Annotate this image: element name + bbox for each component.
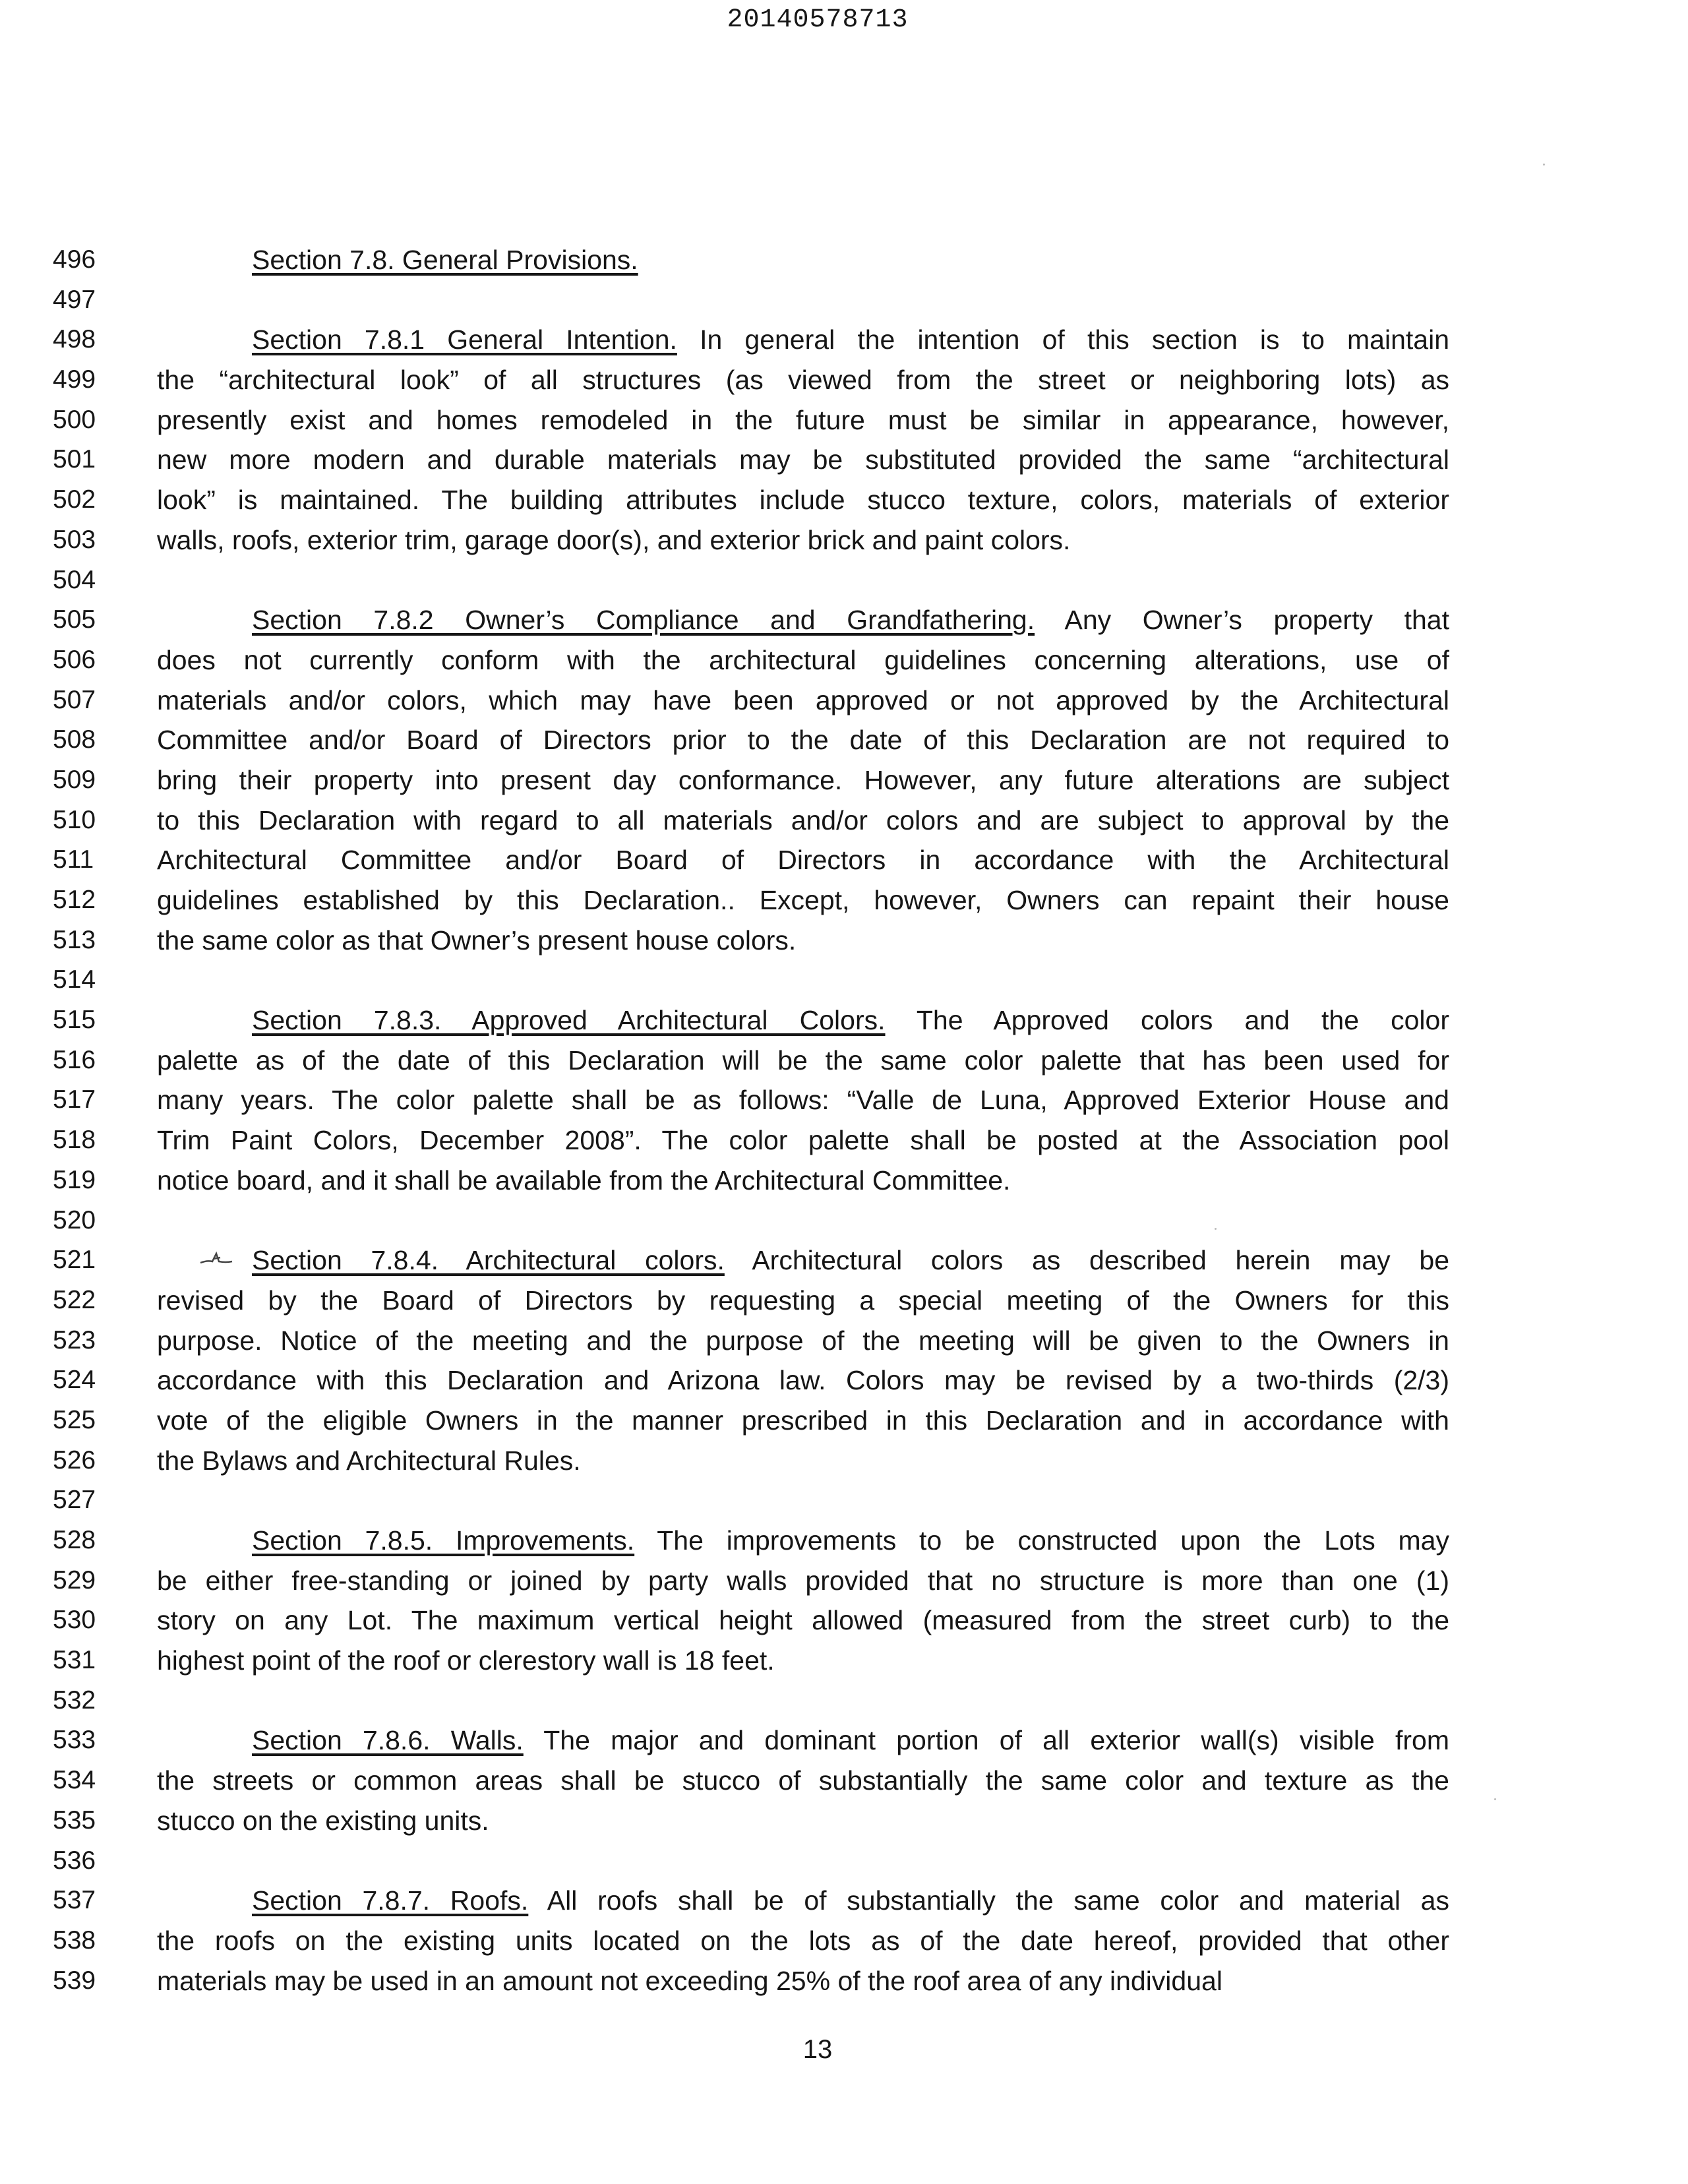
line-body: stucco on the existing units.	[157, 1805, 489, 1836]
line-text	[158, 1881, 1449, 1920]
document-line	[0, 1761, 1688, 1801]
document-line	[0, 1441, 1688, 1481]
line-number: 506	[53, 645, 96, 674]
line-number: 515	[53, 1006, 96, 1035]
line-body: look” is maintained. The building attributes include stucco texture, colors, materials of exterior	[157, 485, 1449, 516]
line-number: 518	[53, 1126, 96, 1155]
line-body: walls, roofs, exterior trim, garage door(s), and exterior brick and paint colors.	[157, 524, 1071, 555]
line-text	[158, 1240, 1449, 1280]
line-text	[157, 1281, 1449, 1320]
line-body: new more modern and durable materials may be substituted provided the same “architectural	[157, 444, 1449, 475]
document-line	[0, 1961, 1688, 2001]
line-body: many years. The color palette shall be as follows: “Valle de Luna, Approved Exterior House and	[157, 1085, 1449, 1116]
line-number: 512	[53, 886, 96, 914]
line-number: 507	[53, 685, 96, 714]
line-number: 504	[53, 565, 96, 594]
line-number: 528	[53, 1526, 96, 1554]
document-line	[0, 1561, 1688, 1601]
section-heading: Section 7.8.7. Roofs.	[252, 1885, 529, 1916]
line-number: 537	[53, 1886, 96, 1915]
line-text	[157, 1080, 1449, 1120]
document-line	[0, 840, 1688, 880]
document-line	[0, 880, 1688, 921]
line-number: 509	[53, 765, 96, 794]
line-text	[157, 1961, 1222, 2001]
line-text	[158, 320, 1449, 359]
line-number: 511	[53, 845, 94, 874]
line-body: the “architectural look” of all structures (as viewed from the street or neighboring lots) as	[157, 365, 1449, 396]
line-body: purpose. Notice of the meeting and the purpose of the meeting will be given to the Owners in	[157, 1325, 1449, 1356]
document-line	[0, 681, 1688, 721]
line-text	[157, 1041, 1449, 1080]
line-number: 508	[53, 725, 96, 754]
line-text	[158, 1720, 1449, 1760]
line-text	[157, 801, 1449, 840]
line-text	[157, 760, 1449, 800]
line-body: Committee and/or Board of Directors prior to the date of this Declaration are not required to	[157, 725, 1449, 756]
line-number: 535	[53, 1805, 96, 1835]
document-line	[0, 1641, 1688, 1681]
line-body: materials and/or colors, which may have been approved or not approved by the Architectural	[157, 684, 1449, 715]
line-body: highest point of the roof or clerestory wall is 18 feet.	[157, 1645, 775, 1676]
document-line	[0, 1600, 1688, 1641]
document-line	[0, 1360, 1688, 1401]
document-number: 20140578713	[727, 5, 909, 35]
section-heading: Section 7.8.1 General Intention.	[252, 324, 677, 355]
line-number: 519	[53, 1165, 96, 1194]
line-number: 517	[53, 1085, 96, 1114]
line-text	[157, 1801, 489, 1840]
line-number: 514	[53, 965, 96, 994]
scan-speck	[1494, 1798, 1496, 1800]
line-number: 510	[53, 805, 96, 834]
line-body: materials may be used in an amount not exceeding 25% of the roof area of any individual	[157, 1965, 1222, 1996]
line-number: 499	[53, 365, 96, 394]
line-number: 525	[53, 1405, 96, 1434]
line-text	[157, 681, 1449, 720]
line-number: 524	[53, 1366, 96, 1395]
line-number: 522	[53, 1285, 96, 1314]
line-text	[157, 1761, 1449, 1800]
line-body: vote of the eligible Owners in the manner prescribed in this Declaration and in accordance with	[157, 1405, 1449, 1436]
line-number: 520	[53, 1205, 96, 1234]
document-body	[0, 240, 1688, 2001]
document-line	[0, 1321, 1688, 1361]
line-body: The improvements to be constructed upon the Lots may	[634, 1525, 1449, 1556]
line-text	[157, 1161, 1010, 1200]
line-body: In general the intention of this section is to maintain	[677, 324, 1449, 355]
document-line	[0, 640, 1688, 681]
line-number: 536	[53, 1846, 96, 1875]
line-number: 539	[53, 1966, 96, 1995]
line-body: the streets or common areas shall be stucco of substantially the same color and texture as the	[157, 1765, 1449, 1796]
line-text	[157, 1360, 1449, 1400]
document-line	[0, 1401, 1688, 1441]
section-heading: Section 7.8.2 Owner’s Compliance and Grandfathering.	[252, 605, 1035, 636]
line-number: 533	[53, 1726, 96, 1755]
section-heading: Section 7.8.6. Walls.	[252, 1725, 524, 1756]
line-body: the Bylaws and Architectural Rules.	[157, 1445, 581, 1476]
line-text	[157, 1561, 1449, 1600]
line-body: All roofs shall be of substantially the same color and material as	[528, 1885, 1449, 1916]
line-body: The Approved colors and the color	[885, 1005, 1449, 1036]
line-text	[157, 840, 1449, 880]
scan-speck	[1215, 1228, 1217, 1230]
line-number: 523	[53, 1325, 96, 1354]
line-text	[157, 520, 1070, 560]
line-body: does not currently conform with the architectural guidelines concerning alterations, use of	[157, 644, 1449, 675]
line-body: story on any Lot. The maximum vertical height allowed (measured from the street curb) to the	[157, 1605, 1449, 1636]
document-line	[0, 921, 1688, 961]
document-line	[0, 400, 1688, 440]
document-line	[0, 1521, 1688, 1561]
document-line	[0, 960, 1688, 1000]
document-line	[0, 480, 1688, 520]
document-line	[0, 1801, 1688, 1841]
document-line	[0, 1201, 1688, 1241]
line-body: bring their property into present day conformance. However, any future alterations are subject	[157, 764, 1449, 795]
document-line	[0, 801, 1688, 841]
line-text	[157, 440, 1449, 479]
document-line	[0, 520, 1688, 561]
document-line	[0, 1161, 1688, 1201]
line-text	[158, 1521, 1449, 1560]
line-body: Architectural colors as described herein may be	[724, 1245, 1449, 1276]
line-number: 498	[53, 325, 96, 354]
line-body: revised by the Board of Directors by requesting a special meeting of the Owners for this	[157, 1285, 1449, 1316]
line-number: 501	[53, 445, 96, 474]
document-line	[0, 1000, 1688, 1041]
scan-speck	[1543, 164, 1545, 166]
line-body: palette as of the date of this Declaration will be the same color palette that has been used for	[157, 1045, 1449, 1076]
document-line	[0, 1080, 1688, 1120]
line-number: 503	[53, 525, 96, 554]
line-body: Any Owner’s property that	[1035, 605, 1449, 636]
document-line	[0, 720, 1688, 760]
document-line	[0, 1720, 1688, 1761]
line-number: 500	[53, 405, 96, 434]
section-heading: Section 7.8.5. Improvements.	[252, 1525, 635, 1556]
line-text	[158, 240, 638, 280]
line-text	[157, 1321, 1449, 1360]
line-text	[158, 1000, 1449, 1040]
line-text	[157, 1401, 1449, 1440]
line-number: 513	[53, 925, 96, 954]
document-line	[0, 760, 1688, 801]
document-line	[0, 440, 1688, 480]
line-body: the roofs on the existing units located on the lots as of the date hereof, provided that other	[157, 1925, 1449, 1956]
document-line	[0, 600, 1688, 640]
document-line	[0, 360, 1688, 400]
line-text	[158, 600, 1449, 640]
line-text	[157, 1441, 581, 1480]
line-text	[157, 1641, 775, 1680]
line-number: 531	[53, 1646, 96, 1675]
line-number: 530	[53, 1606, 96, 1635]
line-body: The major and dominant portion of all exterior wall(s) visible from	[523, 1725, 1449, 1756]
line-body: Architectural Committee and/or Board of Directors in accordance with the Architectural	[157, 845, 1449, 876]
line-text	[157, 1120, 1449, 1160]
document-line	[0, 1240, 1688, 1281]
line-number: 534	[53, 1766, 96, 1795]
page-number: 13	[802, 2035, 833, 2064]
document-line	[0, 280, 1688, 320]
document-line	[0, 1041, 1688, 1081]
section-heading: Section 7.8.3. Approved Architectural Colors.	[252, 1005, 886, 1036]
line-body: accordance with this Declaration and Arizona law. Colors may be revised by a two-thirds (2/3)	[157, 1365, 1449, 1396]
line-number: 496	[53, 245, 96, 274]
document-line	[0, 1921, 1688, 1961]
line-text	[157, 640, 1449, 680]
section-heading: Section 7.8.4. Architectural colors.	[252, 1245, 725, 1276]
line-text	[157, 480, 1449, 520]
document-line	[0, 561, 1688, 601]
document-line	[0, 320, 1688, 360]
line-body: the same color as that Owner’s present house colors.	[157, 925, 797, 956]
line-number: 532	[53, 1685, 96, 1714]
line-body: to this Declaration with regard to all materials and/or colors and are subject to approval by the	[157, 804, 1449, 835]
line-text	[157, 720, 1449, 760]
document-line	[0, 1281, 1688, 1321]
document-line	[0, 1681, 1688, 1721]
line-number: 529	[53, 1565, 96, 1594]
line-text	[157, 1921, 1449, 1960]
section-heading: Section 7.8. General Provisions.	[252, 245, 638, 275]
line-number: 502	[53, 485, 96, 514]
line-number: 527	[53, 1486, 96, 1515]
line-body: Trim Paint Colors, December 2008”. The color palette shall be posted at the Association pool	[157, 1125, 1449, 1156]
line-number: 538	[53, 1926, 96, 1955]
line-number: 497	[53, 285, 96, 314]
document-line	[0, 240, 1688, 280]
document-line	[0, 1480, 1688, 1521]
line-body: notice board, and it shall be available from the Architectural Committee.	[157, 1165, 1011, 1196]
document-line	[0, 1881, 1688, 1921]
line-number: 521	[53, 1246, 96, 1275]
line-number: 505	[53, 605, 96, 634]
line-text	[157, 400, 1449, 440]
line-text	[157, 880, 1449, 920]
line-text	[157, 1600, 1449, 1640]
line-number: 516	[53, 1045, 96, 1074]
line-body: guidelines established by this Declaration.. Except, however, Owners can repaint their house	[157, 885, 1449, 915]
document-line	[0, 1120, 1688, 1161]
line-text	[157, 360, 1449, 400]
line-body: be either free-standing or joined by party walls provided that no structure is more than one (1)	[157, 1565, 1449, 1596]
line-body: presently exist and homes remodeled in the future must be similar in appearance, however,	[157, 404, 1449, 435]
line-text	[157, 921, 796, 960]
document-line	[0, 1841, 1688, 1881]
line-number: 526	[53, 1445, 96, 1474]
